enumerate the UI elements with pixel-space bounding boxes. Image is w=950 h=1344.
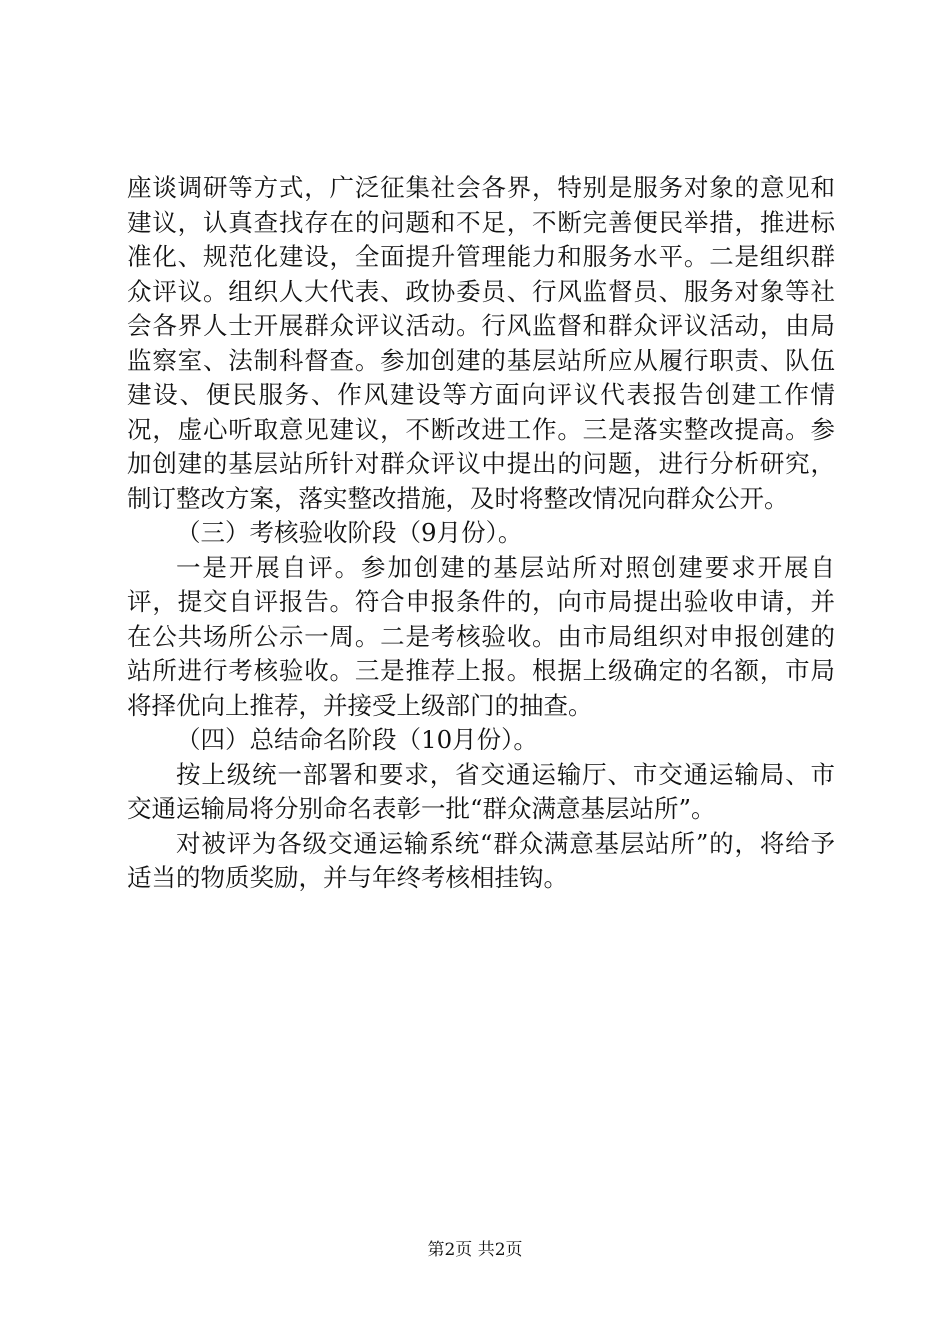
paragraph-continuation: 座谈调研等方式，广泛征集社会各界，特别是服务对象的意见和建议，认真查找存在的问题和不足，不断完善便民举措，推进标准化、规范化建设，全面提升管理能力和服务水平。二是组织群众评议。组织人大代表、政协委员、行风监督员、服务对象等社会各界人士开展群众评议活动。行风监督和群众评议活动，由局监察室、法制科督查。参加创建的基层站所应从履行职责、队伍建设、便民服务、作风建设等方面向评议代表报告创建工作情况，虚心听取意见建议，不断改进工作。三是落实整改提高。参加创建的基层站所针对群众评议中提出的问题，进行分析研究，制订整改方案，落实整改措施，及时将整改情况向群众公开。 — [127, 173, 835, 513]
paragraph-acceptance: 一是开展自评。参加创建的基层站所对照创建要求开展自评，提交自评报告。符合申报条件的，向市局提出验收申请，并在公共场所公示一周。二是考核验收。由市局组织对申报创建的站所进行考核验收。三是推荐上报。根据上级确定的名额，市局将择优向上推荐，并接受上级部门的抽查。 — [127, 552, 835, 720]
document-body — [127, 171, 835, 896]
section-heading-naming: （四）总结命名阶段（10月份）。 — [176, 725, 538, 754]
page-footer: 第2页 共2页 — [427, 1240, 523, 1260]
paragraph-rewards: 对被评为各级交通运输系统“群众满意基层站所”的，将给予适当的物质奖励，并与年终考核相挂钩。 — [127, 828, 835, 892]
section-heading-acceptance: （三）考核验收阶段（9月份）。 — [176, 518, 523, 547]
paragraph-naming: 按上级统一部署和要求，省交通运输厅、市交通运输局、市交通运输局将分别命名表彰一批“群众满意基层站所”。 — [127, 759, 835, 823]
